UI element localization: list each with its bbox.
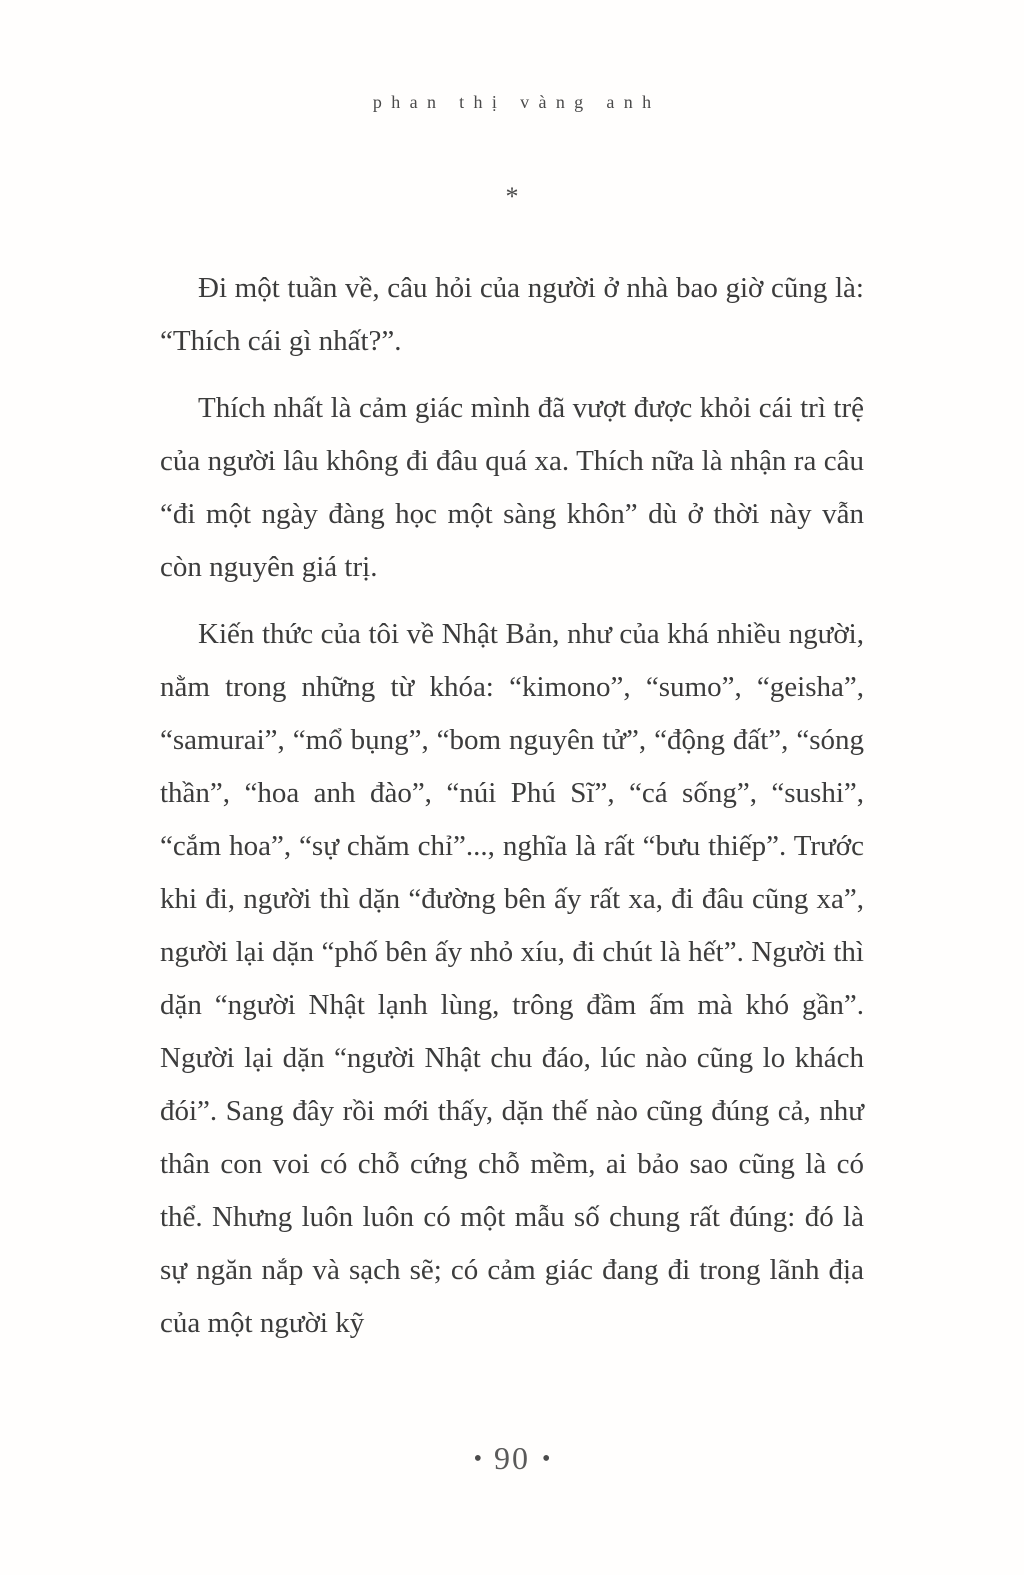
paragraph: Kiến thức của tôi về Nhật Bản, như của khá nhiều người, nằm trong những từ khóa: “kimono”, “sumo”, “geisha”, “samurai”, “mổ bụng”, “bom nguyên tử”, “động đất”, “sóng thần”, “hoa anh đào”, “núi Phú Sĩ”, “cá sống”, “sushi”, “cắm hoa”, “sự chăm chỉ”..., nghĩa là rất “bưu thiếp”. Trước khi đi, người thì dặn “đường bên ấy rất xa, đi đâu cũng xa”, người lại dặn “phố bên ấy nhỏ xíu, đi chút là hết”. Người thì dặn “người Nhật lạnh lùng, trông đầm ấm mà khó gần”. Người lại dặn “người Nhật chu đáo, lúc nào cũng lo khách đói”. Sang đây rồi mới thấy, dặn thế nào cũng đúng cả, như thân con voi có chỗ cứng chỗ mềm, ai bảo sao cũng là có thể. Nhưng luôn luôn có một mẫu số chung rất đúng: đó là sự ngăn nắp và sạch sẽ; có cảm giác đang đi trong lãnh địa của một người kỹ [160,618,864,1339]
body-text [160,262,864,1364]
page-number: 90 [494,1440,530,1476]
paragraph: Thích nhất là cảm giác mình đã vượt được khỏi cái trì trệ của người lâu không đi đâu quá xa. Thích nữa là nhận ra câu “đi một ngày đàng học một sàng khôn” dù ở thời này vẫn còn nguyên giá trị. [160,392,864,583]
page-number-footer [0,1440,1024,1477]
folio-bullet-left: • [473,1446,482,1472]
paragraph: Đi một tuần về, câu hỏi của người ở nhà bao giờ cũng là: “Thích cái gì nhất?”. [160,272,864,357]
section-divider-asterisk: * [505,182,519,211]
running-header-author: phan thị vàng anh [372,92,661,112]
folio-bullet-right: • [542,1446,551,1472]
